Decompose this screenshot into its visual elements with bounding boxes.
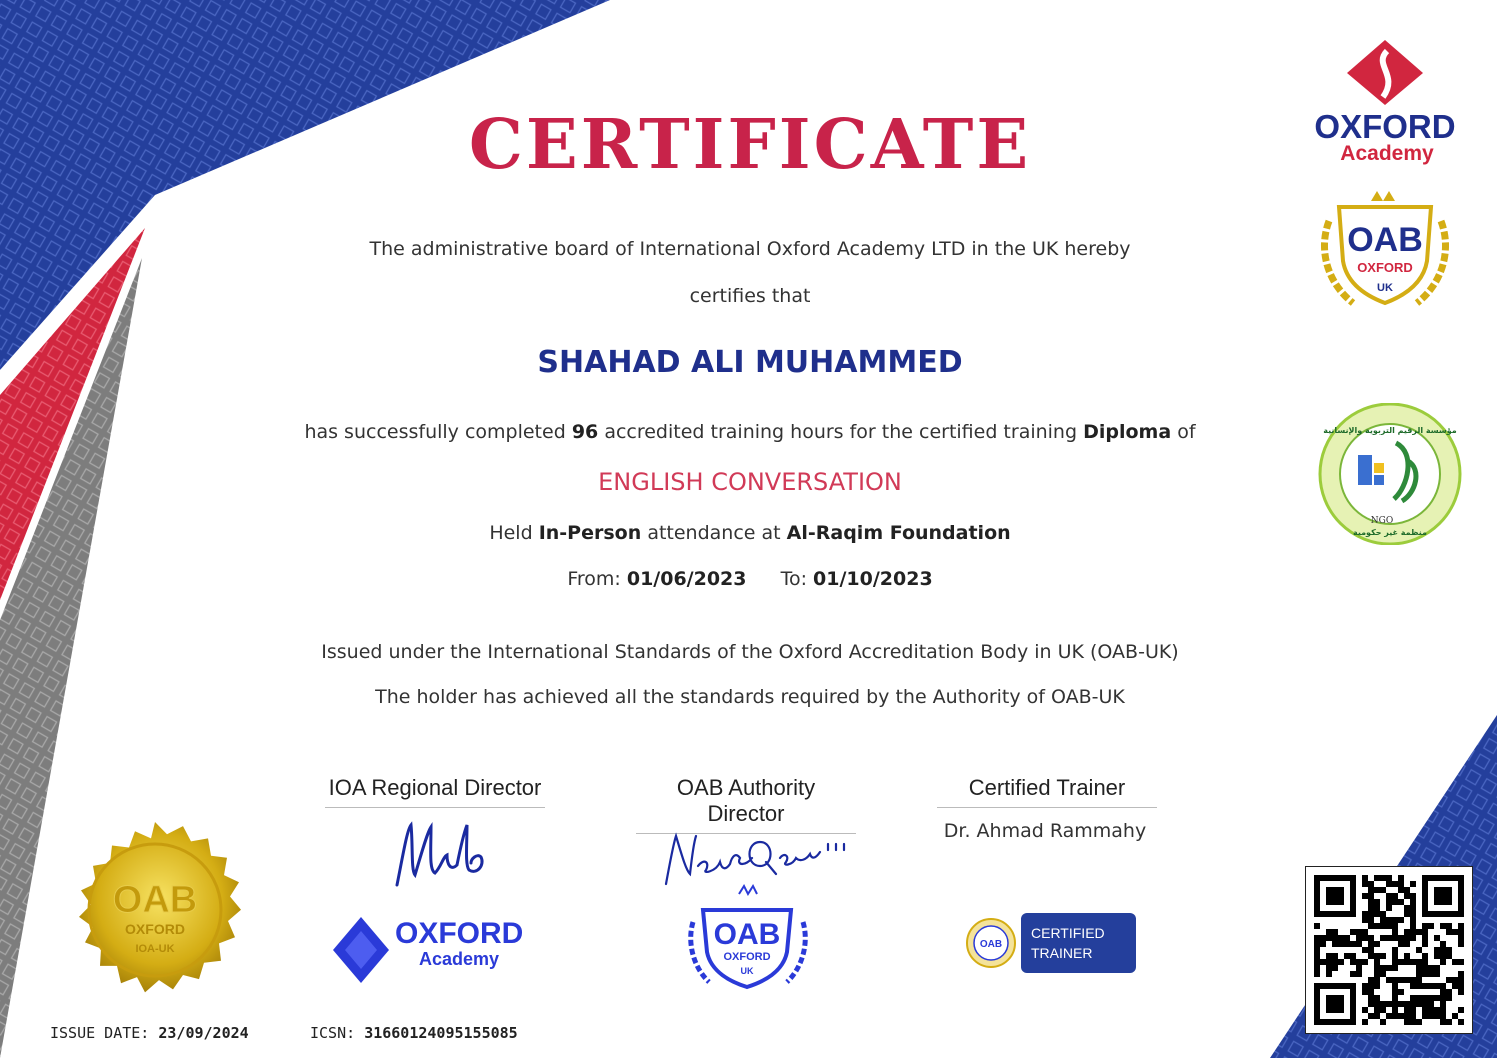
ngo-label: NGO [1370, 516, 1394, 526]
signatory-title-regional-director: IOA Regional Director [325, 775, 545, 808]
ngo-arabic-top: مؤسسة الرقيم التربوية والإنسانية [1323, 426, 1457, 435]
qr-code [1305, 866, 1473, 1034]
oab-gold-logo [1315, 185, 1455, 315]
oab-blue-sub: OXFORD [723, 951, 771, 963]
gold-seal [55, 812, 255, 1007]
oab-gold-sub: OXFORD [1357, 260, 1413, 275]
seal-sub: OXFORD [125, 921, 185, 937]
academy-text: Academy [419, 949, 500, 969]
ngo-arabic-bottom: منظمة غير حكومية [1352, 528, 1428, 537]
badge-line-2: TRAINER [1031, 945, 1093, 961]
certificate-title: CERTIFICATE [468, 105, 1032, 185]
oxford-text: OXFORD [395, 917, 524, 950]
badge-line-1: CERTIFIED [1031, 925, 1105, 941]
dates-line [200, 568, 1300, 590]
completion-line [200, 421, 1300, 443]
oxford-academy-logo-small [325, 905, 545, 985]
oab-logo-blue [683, 882, 813, 997]
completion-middle: accredited training hours for the certified training [604, 421, 1078, 443]
standards-line-1: Issued under the International Standards of the Oxford Accreditation Body in UK (OAB-UK) [321, 641, 1179, 663]
issue-date-line [50, 1024, 249, 1042]
to-label: To: [780, 568, 807, 590]
intro-line-1: The administrative board of International Oxford Academy LTD in the UK hereby [369, 238, 1131, 260]
signature-regional-director [385, 815, 495, 895]
award-type: Diploma [1083, 421, 1172, 443]
signatory-title-authority-director: OAB Authority Director [636, 775, 856, 834]
certified-trainer-badge [963, 910, 1138, 976]
oab-gold-country: UK [1377, 282, 1393, 294]
intro-line-2: certifies that [689, 285, 811, 307]
attendance-venue: Al-Raqim Foundation [786, 522, 1011, 544]
to-date: 01/10/2023 [813, 568, 933, 590]
seal-word: OAB [112, 879, 198, 921]
seal-country: IOA-UK [135, 943, 175, 955]
issue-date-value: 23/09/2024 [158, 1024, 249, 1042]
standards-line-2: The holder has achieved all the standards required by the Authority of OAB-UK [375, 686, 1125, 708]
attendance-mode: In-Person [538, 522, 642, 544]
completion-prefix: has successfully completed [304, 421, 566, 443]
oab-blue-country: UK [740, 966, 754, 976]
signatory-title-trainer: Certified Trainer [937, 775, 1157, 808]
ngo-foundation-logo [1312, 403, 1468, 545]
issue-date-label: ISSUE DATE: [50, 1024, 150, 1042]
oxford-academy-logo [1295, 35, 1480, 170]
oxford-main-text: OXFORD [1314, 108, 1456, 145]
recipient-name: SHAHAD ALI MUHAMMED [537, 345, 963, 380]
icsn-label: ICSN: [310, 1024, 356, 1042]
from-label: From: [567, 568, 621, 590]
academy-main-text: Academy [1340, 142, 1434, 165]
badge-oab-word: OAB [979, 939, 1003, 950]
attendance-line [200, 522, 1300, 544]
from-date: 01/06/2023 [626, 568, 747, 590]
oab-blue-word: OAB [713, 918, 781, 951]
oab-gold-word: OAB [1347, 221, 1423, 259]
attendance-middle: attendance at [647, 522, 781, 544]
completion-suffix: of [1177, 421, 1196, 443]
course-name: ENGLISH CONVERSATION [598, 468, 902, 496]
trainer-name: Dr. Ahmad Rammahy [943, 820, 1147, 842]
attendance-prefix: Held [489, 522, 533, 544]
icsn-value: 31660124095155085 [364, 1024, 518, 1042]
training-hours: 96 [571, 421, 599, 443]
icsn-line [310, 1024, 518, 1042]
